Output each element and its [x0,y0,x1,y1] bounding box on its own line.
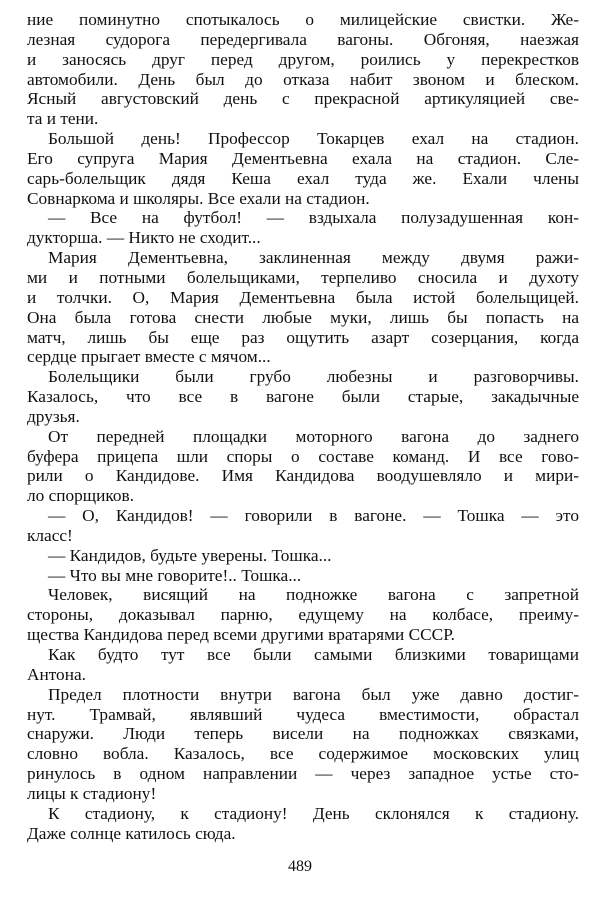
text-line: Казалось, что все в вагоне были старые, закадычные [27,387,579,407]
text-line: снаружи. Люди теперь висели на подножках связками, [27,724,579,744]
text-line: Предел плотности внутри вагона был уже давно достиг- [48,684,579,704]
page-body-text [27,10,579,843]
text-line: Антона. [27,664,86,684]
text-line: Человек, висящий на подножке вагона с запретной [48,585,579,605]
text-line: Совнаркома и школяры. Все ехали на стадион. [27,188,370,208]
text-line: Его супруга Мария Дементьевна ехала на стадион. Сле- [27,148,579,168]
text-line: Она была готова снести любые муки, лишь бы попасть на [27,307,579,327]
text-line: и заносясь друг перед другом, роились у перекрестков [27,49,579,69]
text-line: ми и потными болельщиками, терпеливо сносила и духоту [27,267,579,287]
text-line: — О, Кандидов! — говорили в вагоне. — Тошка — это [48,506,579,526]
text-line: — Кандидов, будьте уверены. Тошка... [48,545,332,565]
text-line: сердце прыгает вместе с мячом... [27,347,271,367]
text-line: ние поминутно спотыкалось о милицейские свистки. Же- [27,10,579,29]
text-line: щества Кандидова перед всеми другими вратарями СССР. [27,625,455,645]
text-line: ринулось в одном направлении — через западное устье сто- [27,764,579,784]
text-line: стороны, доказывал парню, едущему на колбасе, преиму- [27,605,579,625]
text-line: сарь-болельщик дядя Кеша ехал туда же. Ехали члены [27,168,579,188]
text-line: лезная судорога передергивала вагоны. Обгоняя, наезжая [27,29,579,49]
text-line: Мария Дементьевна, заклиненная между двумя ражи- [48,248,579,268]
text-line: Болельщики были грубо любезны и разговорчивы. [48,367,579,387]
text-line: Ясный августовский день с прекрасной артикуляцией све- [27,89,579,109]
text-line: нут. Трамвай, являвший чудеса вместимости, обрастал [27,704,579,724]
text-line: От передней площадки моторного вагона до заднего [48,426,579,446]
text-line: и толчки. О, Мария Дементьевна была истой болельщицей. [27,287,579,307]
text-line: Как будто тут все были самыми близкими товарищами [48,645,579,664]
text-line: рили о Кандидове. Имя Кандидова воодушевляло и мири- [27,466,579,486]
text-line: матч, лишь бы еще раз ощутить азарт созерцания, когда [27,327,579,347]
text-line: Даже солнце катилось сюда. [27,823,236,843]
text-line: та и тени. [27,109,99,129]
text-line: — Что вы мне говорите!.. Тошка... [48,565,302,585]
text-line: класс! [27,525,73,545]
text-line: — Все на футбол! — вздыхала полузадушенная кон- [48,208,579,228]
text-line: К стадиону, к стадиону! День склонялся к стадиону. [48,803,579,823]
text-line: друзья. [27,406,80,426]
page-number: 489 [288,858,312,875]
text-line: автомобили. День был до отказа набит звоном и блеском. [27,69,579,89]
text-line: Большой день! Профессор Токарцев ехал на стадион. [48,129,579,149]
text-line: дукторша. — Никто не сходит... [27,228,261,248]
text-line: ло спорщиков. [27,486,134,506]
text-line: буфера прицепа шли споры о составе команд. И все гово- [27,446,579,466]
text-line: словно вобла. Казалось, все содержимое московских улиц [27,744,579,764]
text-line: лицы к стадиону! [27,783,157,803]
